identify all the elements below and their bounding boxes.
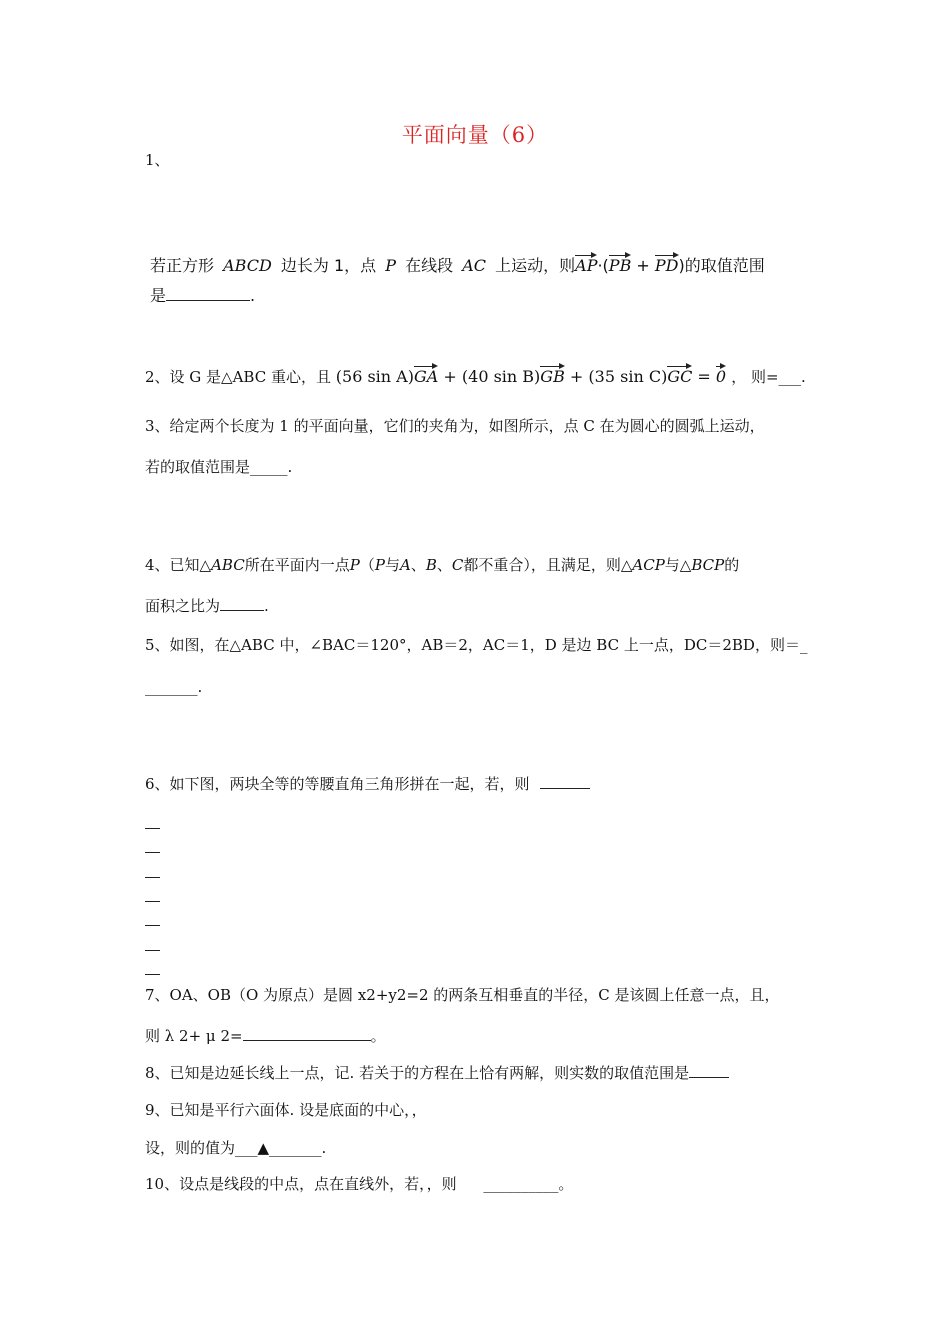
question-2 (145, 364, 806, 386)
q4-var-acp: ACP (632, 556, 665, 574)
q1-text-f: 是 (150, 286, 167, 305)
question-8 (145, 1064, 729, 1082)
page-title: 平面向量（6） (401, 123, 549, 147)
q4-var-abc: ABC (211, 556, 245, 574)
q4-text-c: 与 (384, 556, 400, 574)
q1-var-ac: AC (462, 256, 487, 275)
q4-text-a: 4、已知△ (145, 556, 212, 574)
q2-term-3: + (35 sin C) (564, 367, 668, 386)
question-5-line-1: 5、如图，在△ABC 中，∠BAC＝120°，AB＝2，AC＝1，D 是边 BC 上一点，DC＝2BD，则＝_ (145, 636, 808, 654)
q1-dot-paren: ·( (597, 256, 609, 275)
q2-term-2: + (40 sin B) (438, 367, 541, 386)
blank-dash (145, 877, 160, 878)
q2-text-a: 2、设 G 是△ABC 重心，且 (145, 368, 331, 386)
question-4-line-1 (145, 556, 739, 574)
answer-blank (166, 288, 250, 301)
q4-text-d: 都不重合），且满足，则△ (463, 556, 633, 574)
question-4-line-2 (145, 597, 269, 615)
q1-text-d: 上运动，则 (495, 256, 576, 275)
answer-blank (243, 1028, 371, 1041)
blank-dash (145, 852, 160, 853)
q4-var-c: C (451, 556, 464, 574)
blank-dash (145, 901, 160, 902)
q2-term-1: (56 sin A) (335, 367, 414, 386)
question-7-line-2 (145, 1027, 386, 1045)
q6-text: 6、如下图，两块全等的等腰直角三角形拼在一起，若，则 (145, 775, 530, 793)
q1-text-c: 在线段 (405, 256, 454, 275)
q4-var-p: P (349, 556, 360, 574)
q2-zero-vector: 0 (716, 364, 726, 386)
q7-text-end: 。 (370, 1027, 386, 1045)
q1-text-b: 边长为 1，点 (280, 256, 377, 275)
answer-blank (220, 598, 264, 611)
question-5-line-2: _______. (145, 678, 203, 696)
question-7-line-1: 7、OA、OB（O 为原点）是圆 x2+y2=2 的两条互相垂直的半径，C 是该圆上任意一点，且， (145, 986, 780, 1004)
q1-text-a: 若正方形 (150, 256, 215, 275)
q4-var-bcp: BCP (691, 556, 725, 574)
q4-text-e: 与△ (664, 556, 692, 574)
q2-text-b: ， 则=___. (731, 368, 806, 386)
question-3-line-2: 若的取值范围是_____. (145, 458, 293, 476)
blank-dash (145, 925, 160, 926)
question-3-line-1: 3、给定两个长度为 1 的平面向量，它们的夹角为，如图所示，点 C 在为圆心的圆弧上运动， (145, 417, 765, 435)
q8-text: 8、已知是边延长线上一点，记. 若关于的方程在上恰有两解，则实数的取值范围是 (145, 1064, 690, 1082)
q4-text-b: 所在平面内一点 (244, 556, 350, 574)
q4-sep-1: 、 (410, 556, 426, 574)
q2-equals: = (692, 367, 716, 386)
question-1-line-2 (150, 287, 255, 305)
q10-text: 10、设点是线段的中点，点在直线外，若，，则 (145, 1175, 457, 1193)
q1-vector-pb: PB (609, 253, 632, 275)
q2-vector-gb: GB (540, 364, 565, 386)
q1-plus: + (631, 256, 655, 275)
q1-var-abcd: ABCD (223, 256, 272, 275)
q4-text-end: . (264, 597, 269, 615)
q4-var-b: B (425, 556, 437, 574)
answer-blank (689, 1065, 729, 1078)
q7-text-a: 则 λ 2+ μ 2= (145, 1027, 243, 1045)
q4-sep-2: 、 (436, 556, 452, 574)
q2-formula (336, 367, 731, 386)
question-9-line-2: 设，则的值为___▲_______. (145, 1139, 327, 1157)
question-1-number: 1、 (145, 151, 170, 169)
q4-text-f: 的 (724, 556, 740, 574)
q1-text-e: )的取值范围 (678, 256, 765, 275)
blank-dash (145, 974, 160, 975)
q4-var-p2: P (374, 556, 385, 574)
q4-paren: （ (359, 556, 375, 574)
question-10 (145, 1175, 573, 1193)
question-9-line-1: 9、已知是平行六面体. 设是底面的中心，， (145, 1101, 427, 1119)
q2-vector-ga: GA (414, 364, 438, 386)
q1-text-end: . (250, 286, 256, 305)
q1-var-p: P (385, 256, 397, 275)
q1-vector-ap: AP (575, 253, 597, 275)
q4-text-g: 面积之比为 (145, 597, 221, 615)
q2-vector-gc: GC (667, 364, 692, 386)
answer-blank (540, 776, 590, 789)
blank-dash (145, 828, 160, 829)
q1-vector-pd: PD (655, 253, 679, 275)
question-6-line-1 (145, 775, 590, 793)
question-1-line-1 (150, 253, 765, 275)
blank-dash (145, 950, 160, 951)
q4-var-a: A (399, 556, 411, 574)
q10-blank: __________。 (483, 1175, 574, 1193)
